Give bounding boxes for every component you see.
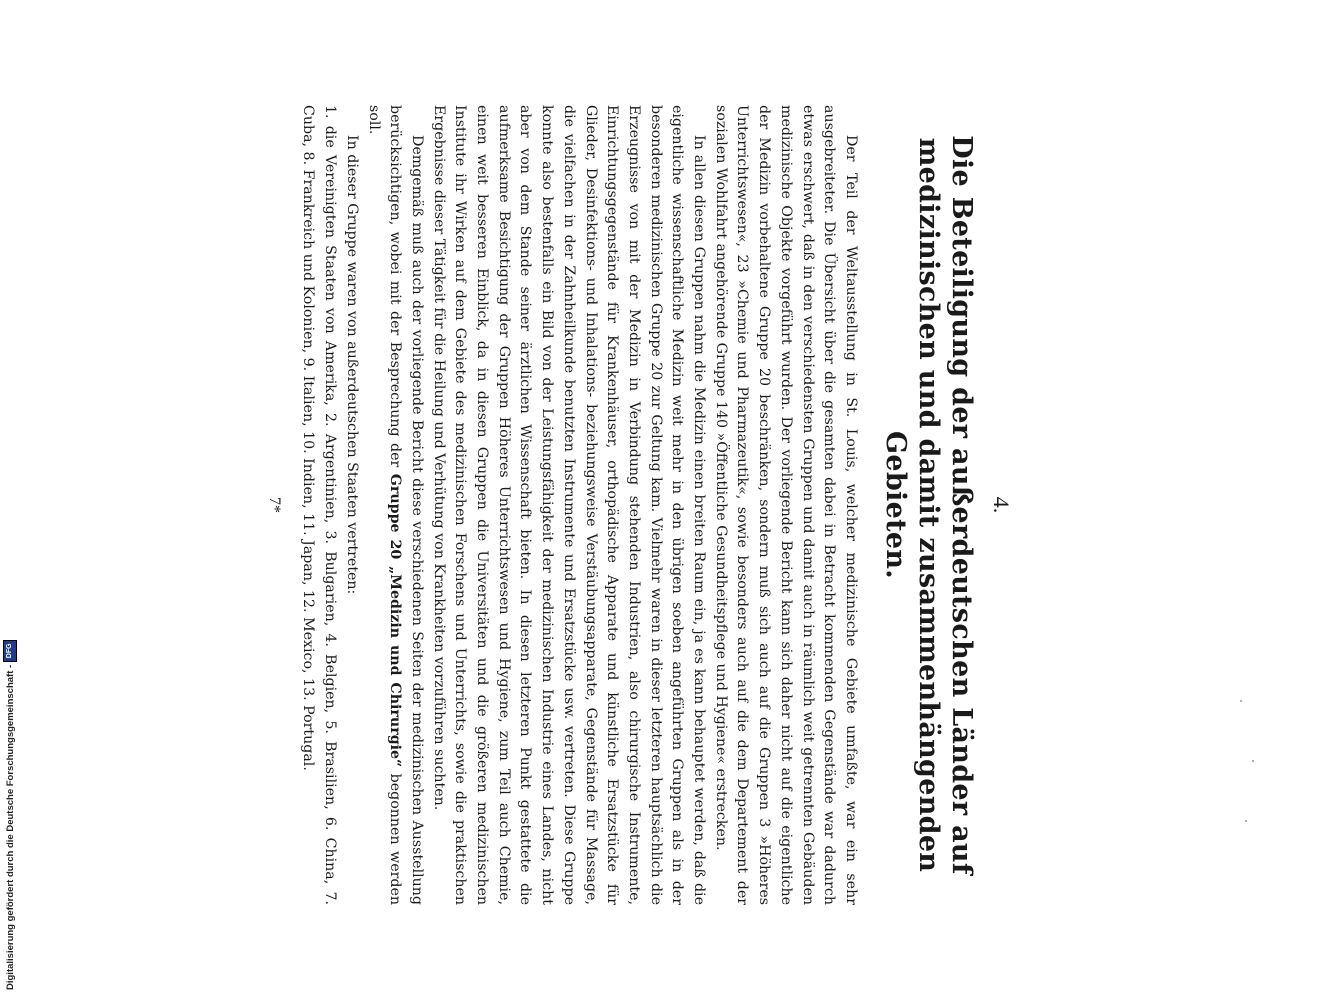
paragraph-4: In dieser Gruppe waren von außerdeutschen Staaten vertreten: xyxy=(343,135,360,595)
credit-text: Digitalisierung gefördert durch die Deutsche Forschungsgemeinschaft - xyxy=(4,664,16,990)
signature-mark: 7* xyxy=(265,497,283,513)
scan-speck xyxy=(1240,700,1242,702)
paragraph-3 xyxy=(362,105,427,905)
rotated-page xyxy=(100,105,1020,905)
dfg-logo-icon: DFG xyxy=(3,640,17,662)
paragraph-3-text: Demgemäß muß auch der vorliegende Bericht diese verschiedenen Seiten der medizinischen Ausstellung berücksichtigen, wobei mit der Besprechung der xyxy=(387,105,425,905)
page-title: Die Beteiligung der außerdeutschen Länder auf medizinischen und damit zusammenhängenden Gebieten. xyxy=(880,135,977,875)
scan-speck xyxy=(1245,820,1247,822)
digitization-credit xyxy=(3,640,17,990)
scan-speck xyxy=(1252,760,1254,762)
paragraph-1: Der Teil der Weltausstellung in St. Louis, welcher medizinische Gebiete umfaßte, war ein sehr ausgebreiteter. Die Übersicht über die gesamten dabei in Betracht kommenden Gegenstände war dadurch etwas erschwert, daß in den verschiedensten Gruppen und damit auch in räumlich weit getrennten Gebäuden medizinische Objekte vorgeführt wurden. Der vorliegende Bericht kann sich daher nicht auf die eigentliche der Medizin vorbehaltene Gruppe 20 beschränken, sondern muß sich auch auf die Gruppen 3 »Höheres Unterrichtswesen«, 23 »Chemie und Pharmazeutik«, sowie besonders auch auf die dem Departement der sozialen Wohlfahrt angehörende Gruppe 140 »Öffentliche Gesundheitspflege und Hygiene« erstrecken. xyxy=(712,105,859,905)
paragraph-3-end: begonnen werden soll. xyxy=(365,105,404,905)
country-list: 1. die Vereinigten Staaten von Amerika, 2. Argentinien, 3. Bulgarien, 4. Belgien, 5. Brasilien, 6. China, 7. Cuba, 8. Frankreich und Kolonien, 9. Italien, 10. Indien, 11. Japan, 12. Mexico, 13. Portugal. xyxy=(300,105,339,905)
group-20-heading: Gruppe 20 „Medizin und Chirurgie“ xyxy=(387,473,404,768)
paragraph-2: In allen diesen Gruppen nahm die Medizin einen breiten Raum ein, ja es kann behauptet werden, daß die eigentliche wissenschaftliche Medizin weit mehr in den übrigen soeben angeführten Gruppen als in der besonderen medizinischen Gruppe 20 zur Geltung kam. Vielmehr waren in dieser letzteren hauptsächlich die Erzeugnisse von mit der Medizin in Verbindung stehenden Industrien, also chirurgische Instrumente, Einrichtungsgegenstände für Krankenhäuser, orthopädische Apparate und künstliche Ersatzstücke für Glieder, Desinfektions- und Inhalations- beziehungsweise Verstäubungsapparate, Gegenstände für Massage, die vielfachen in der Zahnheilkunde benutzten Instrumente und Ersatzstücke usw. vertreten. Diese Gruppe konnte also bestenfalls ein Bild von der Leistungsfähigkeit der medizinischen Industrie eines Landes, nicht aber von dem Stande seiner ärztlichen Wissenschaft bieten. In diesen letzteren Punkt gestattete die aufmerksame Besichtigung der Gruppen Höheres Unterrichtswesen und Hygiene, zum Teil auch Chemie, einen weit besseren Einblick, da in diesen Gruppen die Universitäten und die größeren medizinischen Institute ihr Wirken auf dem Gebiete des medizinischen Forschens und Unterrichts, sowie die praktischen Ergebnisse dieser Tätigkeit für die Heilung und Verhütung von Krankheiten vorzuführen suchten. xyxy=(430,105,708,905)
credit-margin xyxy=(0,0,20,1000)
page-number: 4. xyxy=(989,496,1014,514)
